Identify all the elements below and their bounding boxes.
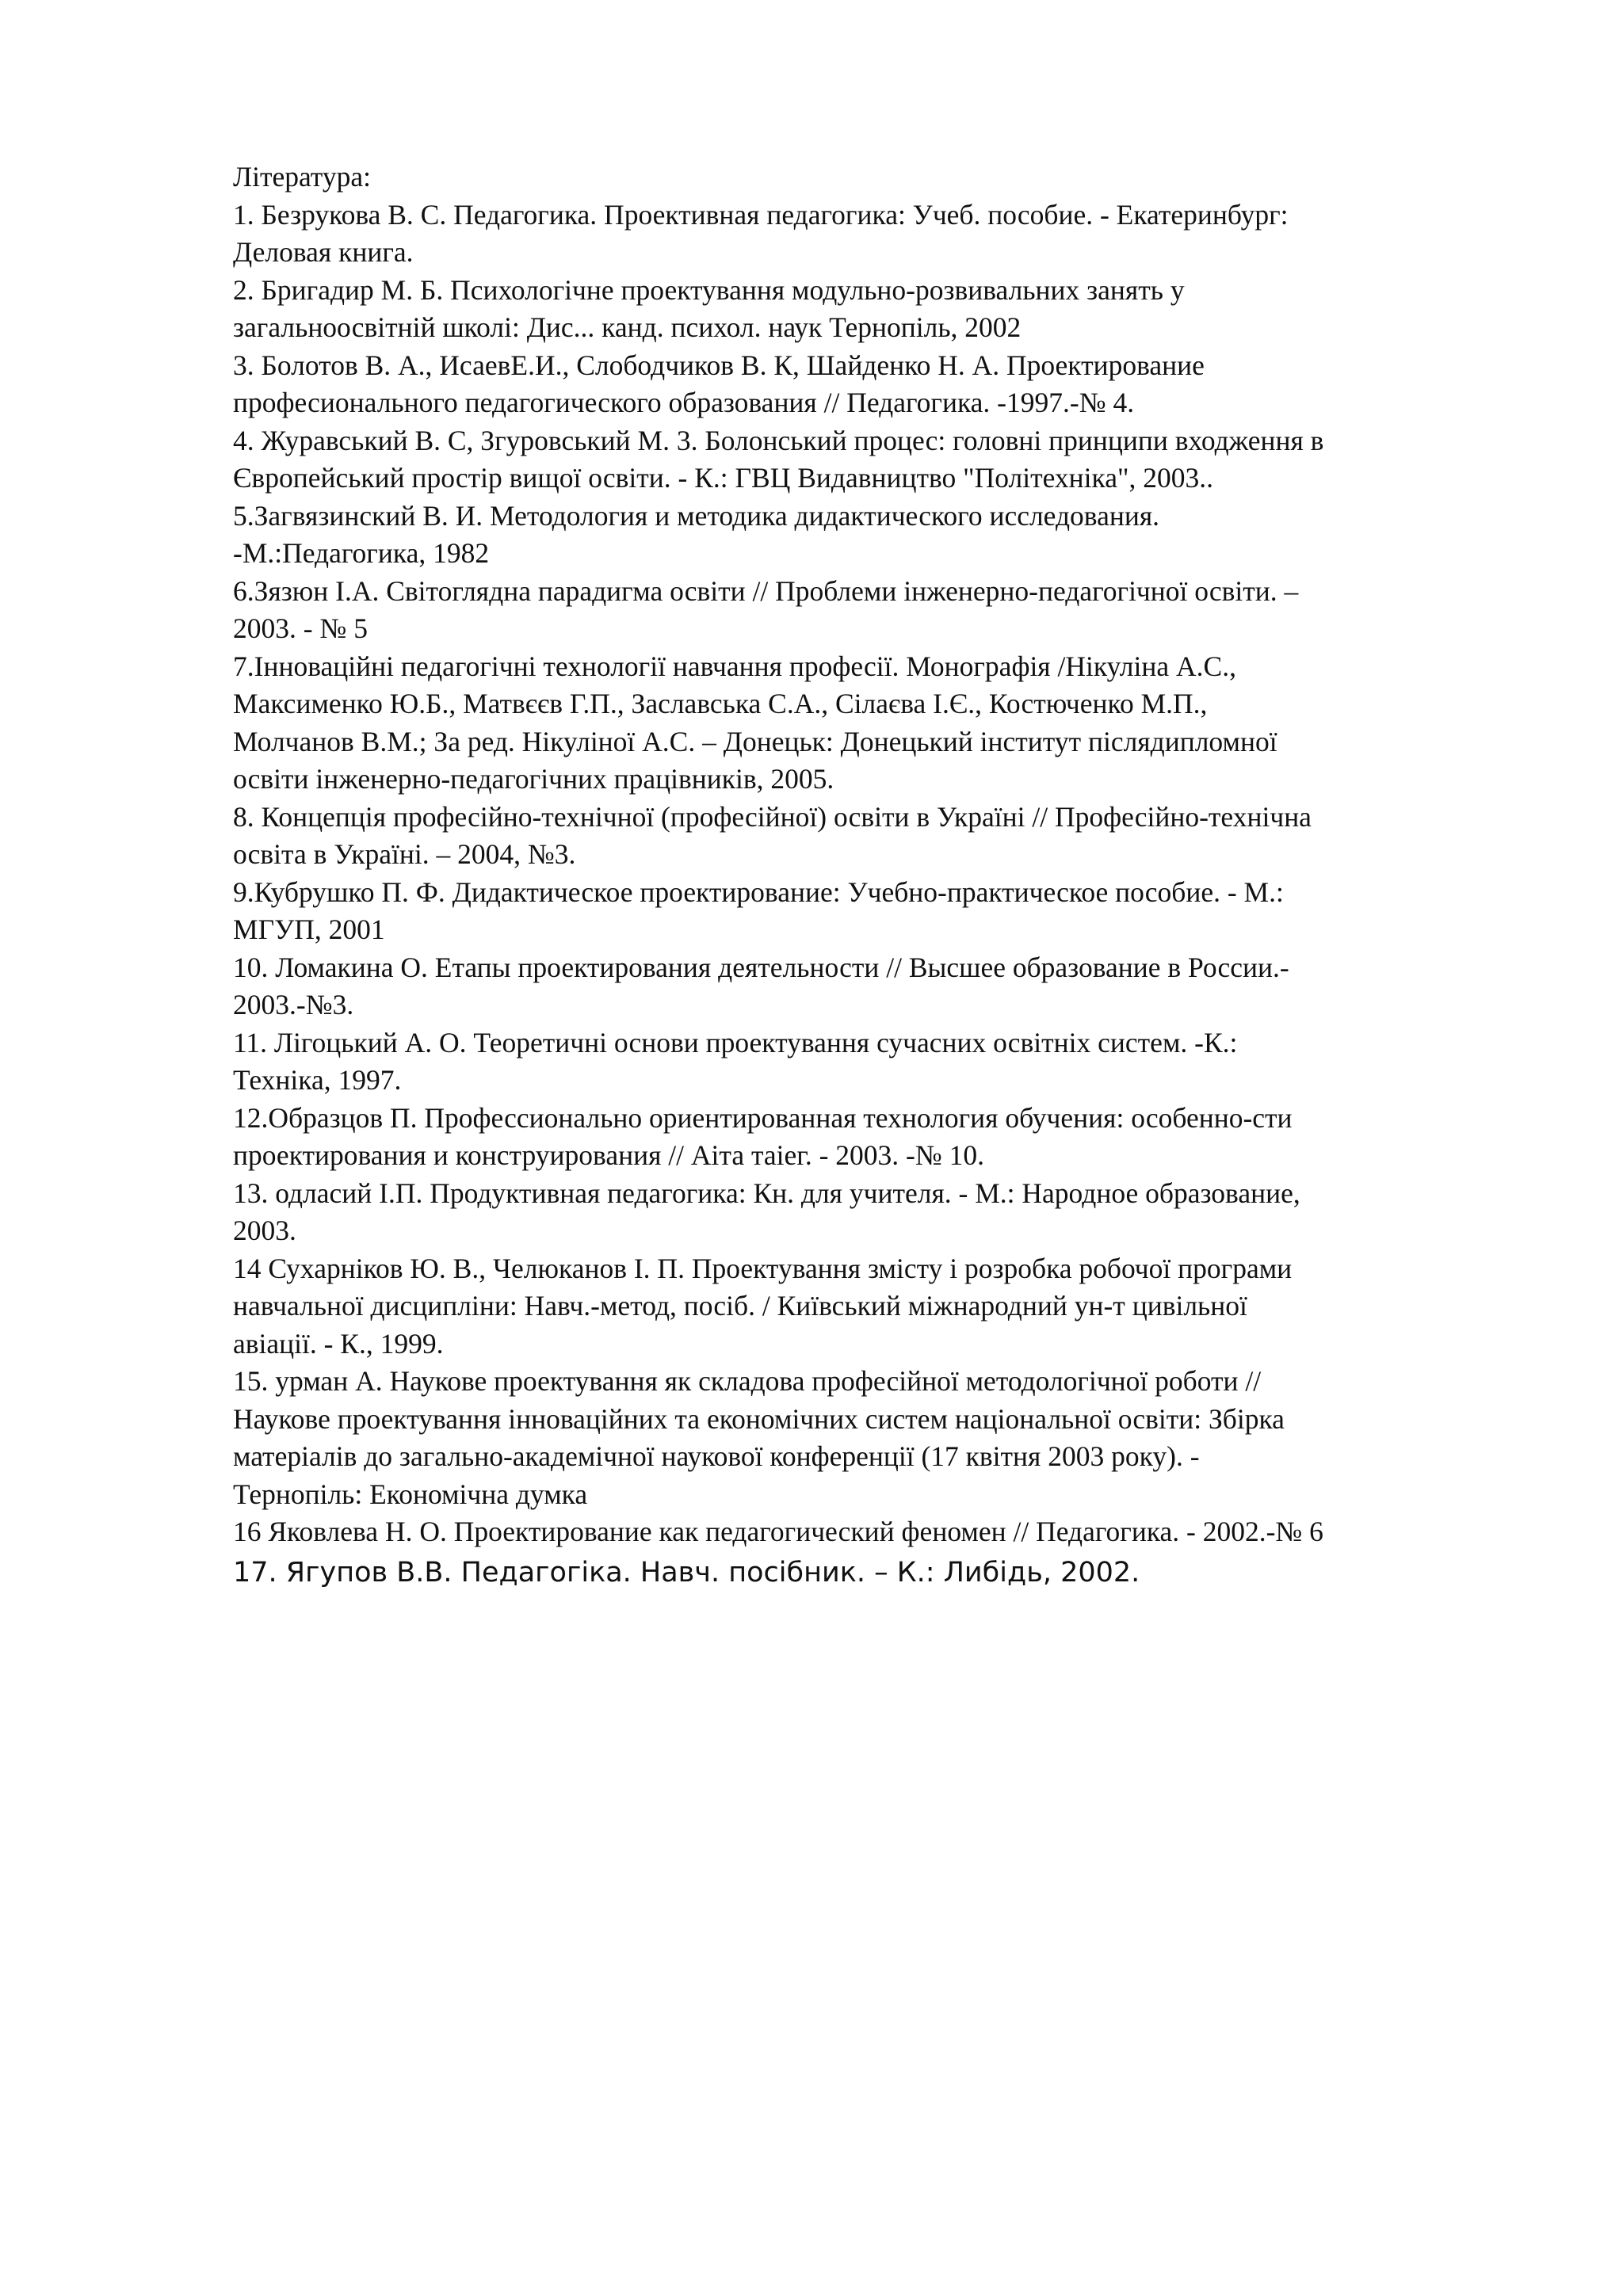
reference-line: Деловая книга. (233, 236, 414, 268)
reference-line: освіти інженерно-педагогічних працівників, 2005. (233, 763, 834, 795)
reference-line: МГУП, 2001 (233, 913, 385, 945)
reference-line: 3. Болотов В. А., ИсаевЕ.И., Слободчиков В. К, Шайденко Н. А. Проектирование (233, 349, 1205, 381)
literature-section (233, 158, 1533, 1594)
reference-item (233, 1363, 1533, 1513)
reference-list (233, 196, 1533, 1594)
reference-line: 15. урман А. Наукове проектування як складова професійної методологічної роботи // (233, 1365, 1262, 1397)
reference-item (233, 949, 1533, 1024)
reference-line: 13. одласий І.П. Продуктивная педагогика: Кн. для учителя. - М.: Народное образование, (233, 1177, 1300, 1209)
reference-line: авіації. - К., 1999. (233, 1327, 444, 1360)
reference-line: 11. Лігоцький А. О. Теоретичні основи проектування сучасних освітніх систем. -К.: (233, 1026, 1238, 1058)
reference-item (233, 422, 1533, 498)
reference-line: 2003. - № 5 (233, 612, 368, 644)
reference-line: Європейський простір вищої освіти. - К.: ГВЦ Видавництво "Політехніка", 2003.. (233, 462, 1213, 494)
reference-line: 16 Яковлева Н. О. Проектирование как педагогический феномен // Педагогика. - 2002.-№ 6 (233, 1516, 1323, 1547)
reference-item (233, 874, 1533, 949)
reference-line: Техніка, 1997. (233, 1064, 402, 1096)
reference-item (233, 272, 1533, 347)
reference-line: Молчанов В.М.; За ред. Нікуліної А.С. – Донецьк: Донецький інститут післядипломної (233, 725, 1277, 757)
reference-line: навчальної дисципліни: Навч.-метод, посіб. / Київський міжнародний ун-т цивільної (233, 1290, 1247, 1322)
reference-item (233, 799, 1533, 874)
reference-item (233, 1250, 1533, 1363)
reference-item (233, 498, 1533, 573)
reference-line: професионального педагогического образования // Педагогика. -1997.-№ 4. (233, 387, 1135, 418)
reference-item (233, 1175, 1533, 1250)
reference-line: 6.Зязюн І.А. Світоглядна парадигма освіти // Проблеми інженерно-педагогічної освіти. – (233, 574, 1299, 607)
reference-item (233, 1513, 1533, 1551)
reference-line: проектирования и конструирования // Аіта таіег. - 2003. -№ 10. (233, 1139, 984, 1171)
reference-line: загальноосвітній школі: Дис... канд. психол. наук Тернопіль, 2002 (233, 311, 1022, 343)
reference-line: 9.Кубрушко П. Ф. Дидактическое проектирование: Учебно-практическое пособие. - М.: (233, 875, 1284, 908)
reference-line: 10. Ломакина О. Етапы проектирования деятельности // Высшее образование в России.- (233, 951, 1289, 983)
reference-line: 12.Образцов П. Профессионально ориентированная технология обучения: особенно-сти (233, 1101, 1293, 1134)
reference-line: 2. Бригадир М. Б. Психологічне проектування модульно-розвивальних занять у (233, 273, 1185, 306)
reference-line: 2003. (233, 1215, 296, 1246)
reference-line: 8. Концепція професійно-технічної (професійної) освіти в Україні // Професійно-технічна (233, 800, 1312, 833)
literature-heading: Література: (233, 161, 371, 193)
reference-line: 2003.-№3. (233, 989, 354, 1020)
reference-line: 7.Інноваційні педагогічні технології навчання професії. Монографія /Нікуліна А.С., (233, 650, 1236, 682)
reference-line: 5.Загвязинский В. И. Методология и методика дидактического исследования. (233, 499, 1160, 532)
reference-item (233, 1551, 1533, 1594)
reference-item (233, 648, 1533, 799)
reference-item (233, 573, 1533, 648)
reference-item (233, 196, 1533, 272)
reference-line: -М.:Педагогика, 1982 (233, 537, 490, 569)
reference-line: 14 Сухарніков Ю. В., Челюканов І. П. Проектування змісту і розробка робочої програми (233, 1252, 1293, 1284)
reference-item (233, 1024, 1533, 1100)
reference-line: матеріалів до загально-академічної наукової конференції (17 квітня 2003 року). - (233, 1440, 1200, 1472)
reference-item (233, 347, 1533, 422)
reference-line: 17. Ягупов В.В. Педагогіка. Навч. посібник. – К.: Либідь, 2002. (233, 1556, 1140, 1589)
reference-line: 4. Журавський В. С, Згуровський М. 3. Болонський процес: головні принципи входження в (233, 424, 1324, 456)
reference-line: освіта в Україні. – 2004, №3. (233, 838, 576, 870)
reference-line: Тернопіль: Економічна думка (233, 1478, 588, 1510)
reference-line: 1. Безрукова В. С. Педагогика. Проективная педагогика: Учеб. пособие. - Екатеринбург: (233, 198, 1289, 231)
reference-line: Максименко Ю.Б., Матвєєв Г.П., Заславська С.А., Сілаєва І.Є., Костюченко М.П., (233, 688, 1208, 719)
reference-item (233, 1100, 1533, 1175)
reference-line: Наукове проектування інноваційних та економічних систем національної освіти: Збірка (233, 1402, 1285, 1435)
